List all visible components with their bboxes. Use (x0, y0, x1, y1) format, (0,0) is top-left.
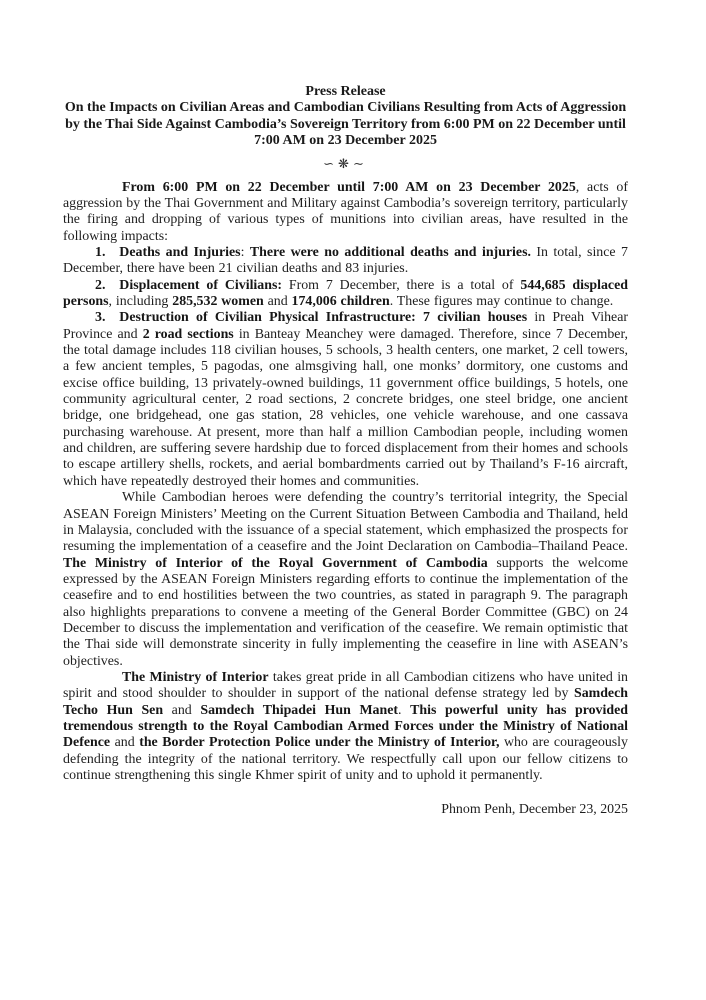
document-type-heading: Press Release (305, 84, 386, 99)
text-run: and (263, 294, 292, 310)
text-run: , including (108, 294, 173, 310)
bold-text-run: Samdech Techo Hun Sen (63, 686, 628, 718)
text-run: In total, since 7 December, there have been 21 civilian deaths and 83 injuries. (63, 245, 628, 277)
item-deaths-and-injuries (63, 245, 628, 278)
bold-text-run: 174,006 children (291, 294, 390, 310)
asean-ceasefire-paragraph (63, 490, 628, 670)
bold-text-run: From 6:00 PM on 22 December until 7:00 AM on 23 December 2025 (122, 179, 576, 195)
text-run: in Preah Vihear Province and (63, 310, 628, 342)
text-run: . (398, 702, 411, 718)
document-subject-heading: On the Impacts on Civilian Areas and Cambodian Civilians Resulting from Acts of Aggression by the Thai Side Against Cambodia’s Sovereign Territory from 6:00 PM on 22 December until 7:00 AM on 23 December 2025 (64, 100, 627, 149)
bold-text-run: The Ministry of Interior of the Royal Government of Cambodia (63, 555, 488, 571)
text-run: : (240, 245, 250, 260)
item-destruction-of-infrastructure (63, 310, 628, 490)
ornament-divider-icon: ∽❋∼ (323, 155, 368, 171)
text-run: supports the welcome expressed by the ASEAN Foreign Ministers regarding efforts to continue the implementation of the ceasefire and to end hostilities between the two countries, as stated in paragraph 9. The paragraph also highlights preparations to convene a meeting of the General Border Committee (GBC) on 24 December to discuss the implementation and verification of the ceasefire. We remain optimistic that the Thai side will demonstrate sincerity in fully implementing the ceasefire in line with ASEAN’s objectives. (63, 555, 628, 669)
bold-text-run: 2. Displacement of Civilians: (95, 277, 282, 293)
text-run: takes great pride in all Cambodian citizens who have united in spirit and stood shoulder to shoulder in support of the national defense strategy led by (63, 669, 629, 702)
bold-text-run: 1. Deaths and Injuries (95, 245, 241, 260)
bold-text-run: the Border Protection Police under the Ministry of Interior, (139, 735, 500, 751)
dateline: Phnom Penh, December 23, 2025 (441, 802, 628, 818)
document-body (63, 180, 628, 785)
text-run: and (110, 735, 140, 751)
title-block (63, 84, 628, 150)
bold-text-run: The Ministry of Interior (122, 669, 269, 685)
national-unity-paragraph (63, 670, 628, 784)
text-run: and (163, 702, 201, 718)
text-run: From 7 December, there is a total of (282, 277, 521, 293)
bold-text-run: 544,685 displaced persons (63, 277, 628, 310)
text-run: , acts of aggression by the Thai Government and Military against Cambodia’s sovereign territory, particularly the firing and dropping of various types of munitions into civilian areas, have resulted in the following impacts: (63, 179, 628, 244)
bold-text-run: There were no additional deaths and injuries. (249, 245, 531, 260)
bold-text-run: Samdech Thipadei Hun Manet (200, 702, 399, 718)
opening-paragraph (63, 180, 628, 245)
text-run: who are courageously defending the integrity of the national territory. We respectfully call upon our fellow citizens to continue strengthening this single Khmer spirit of unity and to uphold it permanently. (63, 735, 628, 783)
bold-text-run: 2 road sections (142, 326, 234, 342)
item-displacement-of-civilians (63, 278, 628, 311)
bold-text-run: 285,532 women (172, 294, 264, 310)
bold-text-run: 3. Destruction of Civilian Physical Infrastructure: 7 civilian houses (95, 310, 528, 326)
bold-text-run: This powerful unity has provided tremendous strength to the Royal Cambodian Armed Forces under the Ministry of National Defence (63, 702, 628, 751)
text-run: in Banteay Meanchey were damaged. Therefore, since 7 December, the total damage includes 118 civilian houses, 5 schools, 3 health centers, one market, 2 cell towers, a few ancient temples, 5 pagodas, one almsgiving hall, one monks’ dormitory, one customs and excise office building, 13 privately-owned buildings, 11 government office buildings, 5 hotels, one community agricultural center, 2 road sections, 2 concrete bridges, one steel bridge, one ancient bridge, one bridgehead, one gas station, 28 vehicles, one vehicle warehouse, and one cassava purchasing warehouse. At present, more than half a million Cambodian people, including women and children, are suffering severe hardship due to forced displacement from their homes and schools to escape artillery shells, rockets, and aerial bombardments carried out by Thailand’s F-16 aircraft, which have repeatedly destroyed their homes and communities. (63, 326, 628, 489)
text-run: . These figures may continue to change. (389, 294, 614, 310)
text-run: While Cambodian heroes were defending the country’s territorial integrity, the Special ASEAN Foreign Ministers’ Meeting on the Current Situation Between Cambodia and Thailand, held in Malaysia, concluded with the issuance of a special statement, which emphasized the prospects for resuming the implementation of a ceasefire and the Joint Declaration on Cambodia–Thailand Peace. (63, 490, 628, 555)
